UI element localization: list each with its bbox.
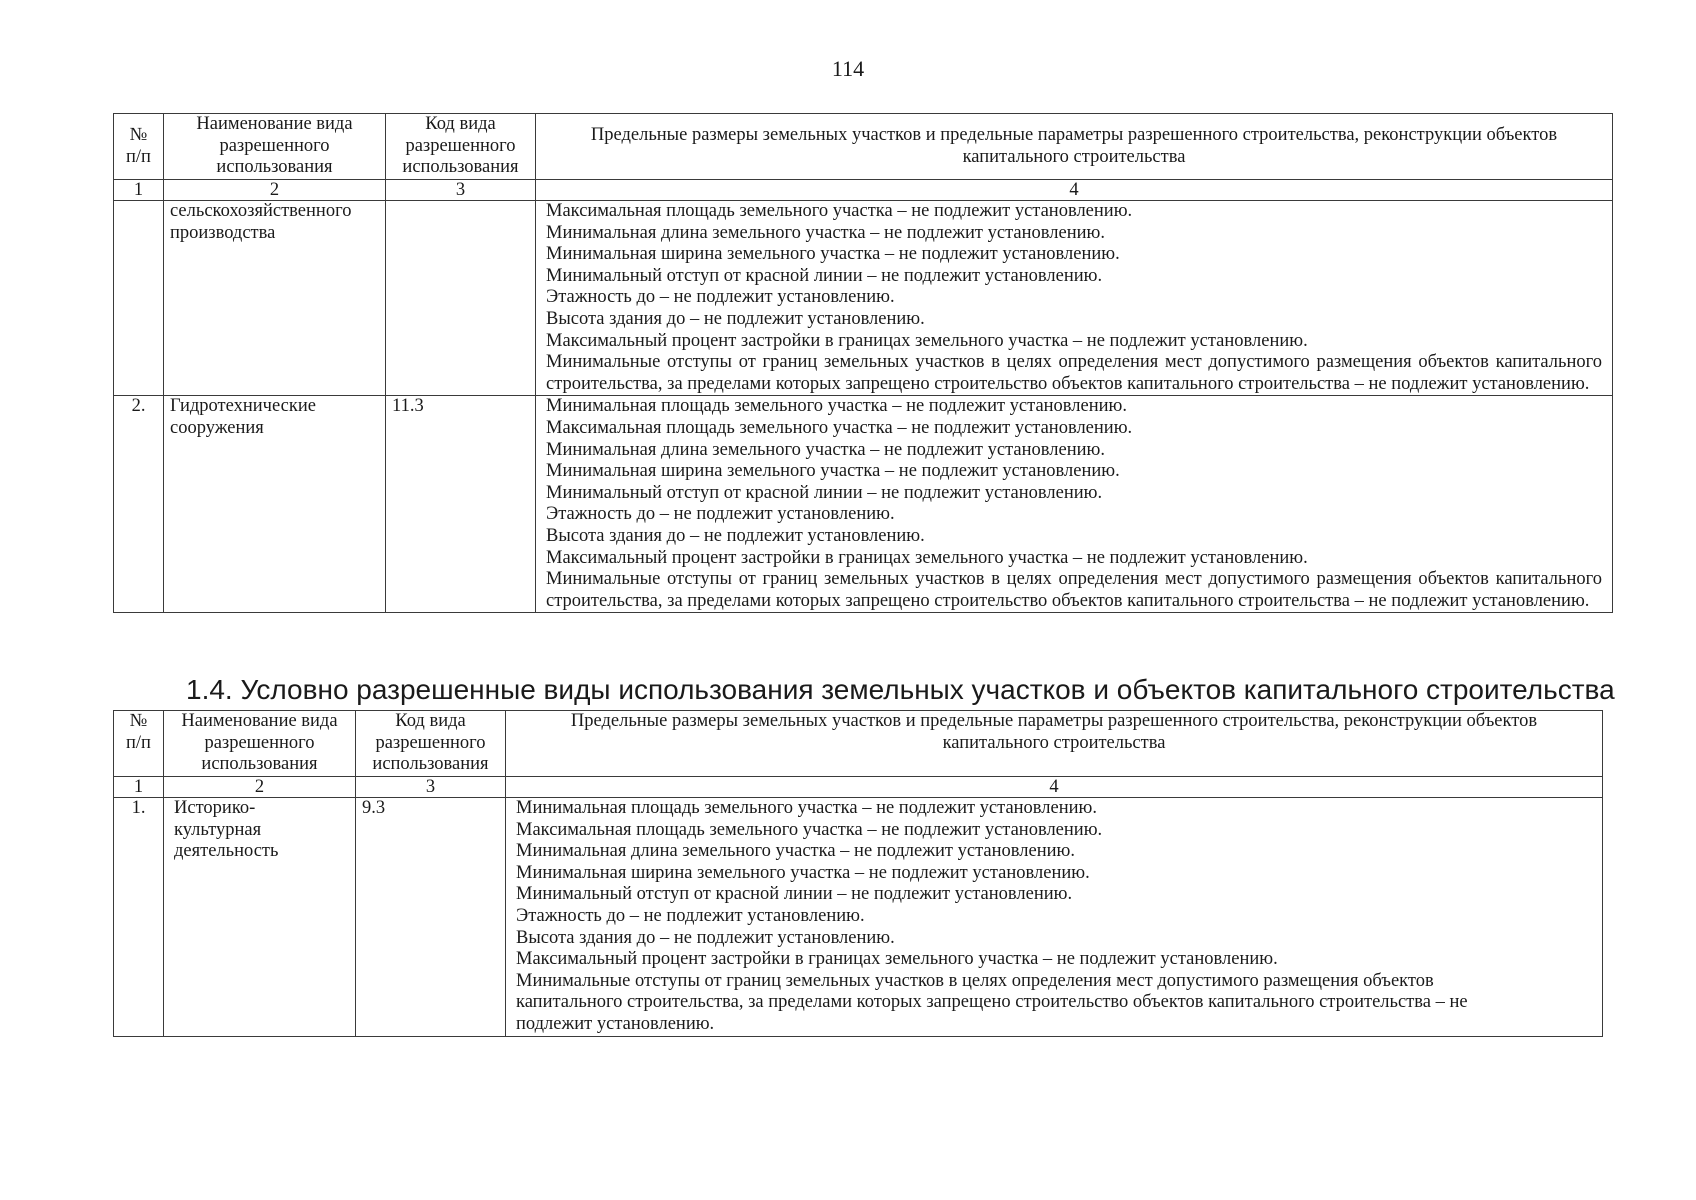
parameter-line: Этажность до – не подлежит установлению. (516, 905, 865, 926)
parameter-line: Минимальная длина земельного участка – не подлежит установлению. (546, 222, 1105, 243)
column-number: 2 (164, 777, 356, 798)
header-params: Предельные размеры земельных участков и предельные параметры разрешенного строительства, реконструкции объектов капитального строительства (536, 114, 1613, 180)
column-number: 4 (506, 777, 1603, 798)
parameter-line: Минимальная длина земельного участка – не подлежит установлению. (516, 841, 1075, 862)
parameter-line: Минимальный отступ от красной линии – не подлежит установлению. (546, 482, 1103, 503)
header-params: Предельные размеры земельных участков и предельные параметры разрешенного строительства, реконструкции объектов капитального строительства (506, 711, 1603, 777)
use-name: Гидротехнические сооружения (164, 396, 386, 613)
parameter-line: Максимальный процент застройки в границах земельного участка – не подлежит установлению. (546, 330, 1308, 351)
parameter-line: Высота здания до – не подлежит установлению. (546, 308, 925, 329)
use-name: сельскохозяйственного производства (164, 201, 386, 396)
parameter-line: Этажность до – не подлежит установлению. (546, 287, 895, 308)
parameter-line: Максимальная площадь земельного участка – не подлежит установлению. (546, 201, 1133, 221)
header-code: Код вида разрешенного использования (386, 114, 536, 180)
column-numbers-row (114, 180, 1613, 201)
column-number: 3 (356, 777, 506, 798)
column-number: 1 (114, 777, 164, 798)
use-code: 11.3 (386, 396, 536, 613)
parameter-line: Максимальная площадь земельного участка – не подлежит установлению. (546, 417, 1133, 438)
table-header-row (114, 711, 1603, 777)
column-number: 2 (164, 180, 386, 201)
use-parameters (506, 798, 1603, 1037)
column-number: 4 (536, 180, 1613, 201)
page-number: 114 (831, 56, 865, 81)
table-row (114, 798, 1603, 1037)
table-permitted-uses-continued (113, 113, 1613, 613)
row-number (114, 201, 164, 396)
header-num: № п/п (114, 114, 164, 180)
parameter-line: Максимальный процент застройки в границах земельного участка – не подлежит установлению. (546, 547, 1308, 568)
use-parameters (536, 396, 1613, 613)
parameter-line: Максимальный процент застройки в границах земельного участка – не подлежит установлению. (516, 949, 1278, 970)
table-row (114, 201, 1613, 396)
parameter-line: Максимальная площадь земельного участка – не подлежит установлению. (516, 819, 1103, 840)
parameter-line: Минимальная ширина земельного участка – не подлежит установлению. (546, 244, 1120, 265)
parameter-line: Этажность до – не подлежит установлению. (546, 504, 895, 525)
parameter-line: Высота здания до – не подлежит установлению. (516, 927, 895, 948)
column-number: 1 (114, 180, 164, 201)
section-title: 1.4. Условно разрешенные виды использования земельных участков и объектов капитального строительства (186, 674, 1615, 705)
use-code (386, 201, 536, 396)
use-parameters (536, 201, 1613, 396)
header-num: № п/п (114, 711, 164, 777)
parameter-line: Минимальная площадь земельного участка – не подлежит установлению. (546, 396, 1127, 417)
table-row (114, 396, 1613, 613)
header-code: Код вида разрешенного использования (356, 711, 506, 777)
parameter-line: Минимальные отступы от границ земельных участков в целях определения мест допустимого размещения объектов капитального строительства, за пределами которых запрещено строительство объектов капитального строительства – не подлежит установлению. (546, 352, 1602, 394)
header-name: Наименование вида разрешенного использования (164, 711, 356, 777)
parameter-line: Высота здания до – не подлежит установлению. (546, 525, 925, 546)
row-number: 2. (114, 396, 164, 613)
parameter-line: Минимальные отступы от границ земельных участков в целях определения мест допустимого размещения объектов капитального строительства, за пределами которых запрещено строительство объектов капитального строительства – не подлежит установлению. (546, 569, 1602, 611)
parameter-line: Минимальная длина земельного участка – не подлежит установлению. (546, 439, 1105, 460)
table-conditional-uses (113, 710, 1603, 1037)
table-header-row (114, 114, 1613, 180)
use-name-text: Историко-культурная деятельность (174, 798, 279, 862)
parameter-line: Минимальный отступ от красной линии – не подлежит установлению. (546, 265, 1103, 286)
parameter-line: Минимальная ширина земельного участка – не подлежит установлению. (516, 862, 1090, 883)
column-number: 3 (386, 180, 536, 201)
use-name (164, 798, 356, 1037)
parameter-line: Минимальный отступ от красной линии – не подлежит установлению. (516, 884, 1073, 905)
parameter-line: Минимальная площадь земельного участка – не подлежит установлению. (516, 798, 1097, 818)
use-code: 9.3 (356, 798, 506, 1037)
column-numbers-row (114, 777, 1603, 798)
row-number: 1. (114, 798, 164, 1037)
header-name: Наименование вида разрешенного использования (164, 114, 386, 180)
parameter-line: Минимальная ширина земельного участка – не подлежит установлению. (546, 461, 1120, 482)
parameter-line: Минимальные отступы от границ земельных участков в целях определения мест допустимого размещения объектов капитального строительства, за пределами которых запрещено строительство объектов капитального строительства – не подлежит установлению. (516, 970, 1468, 1034)
